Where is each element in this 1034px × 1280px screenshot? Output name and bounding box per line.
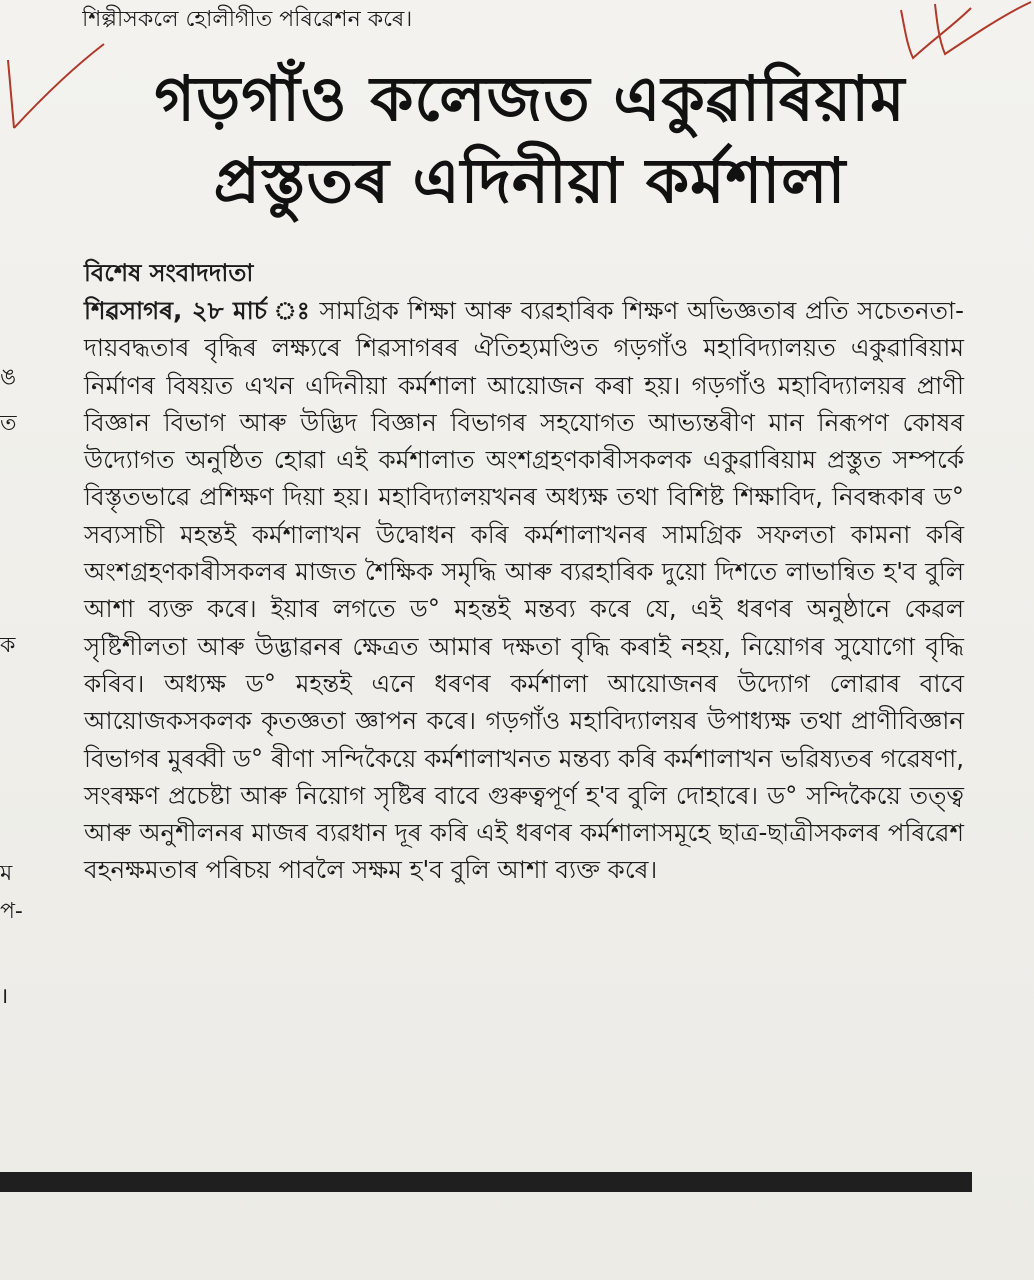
fragment-1: ঙ [0, 365, 17, 390]
fragment-4: ম [0, 861, 13, 886]
fragment-3: ক [0, 633, 16, 658]
bottom-rule [0, 1172, 972, 1192]
fragment-2: ত [0, 411, 17, 436]
headline-line-2: প্ৰস্তুতৰ এদিনীয়া কৰ্মশালা [213, 144, 847, 217]
headline [80, 58, 980, 222]
previous-article-tail: শিল্পীসকলে হোলীগীত পৰিৱেশন কৰে। [82, 7, 413, 32]
fragment-5: প- [0, 899, 23, 924]
article-body [84, 292, 964, 889]
article-body-text: সামগ্ৰিক শিক্ষা আৰু ব্যৱহাৰিক শিক্ষণ অভিজ্ঞতাৰ প্ৰতি সচেতনতা-দায়বদ্ধতাৰ বৃদ্ধিৰ লক্ষ্যৰে শিৱসাগৰৰ ঐতিহ্যমণ্ডিত গড়গাঁও মহাবিদ্যালয়ত একুৱাৰিয়াম নিৰ্মাণৰ বিষয়ত এখন এদিনীয়া কৰ্মশালা আয়োজন কৰা হয়। গড়গাঁও মহাবিদ্যালয়ৰ প্ৰাণী বিজ্ঞান বিভাগ আৰু উদ্ভিদ বিজ্ঞান বিভাগৰ সহযোগত আভ্যন্তৰীণ মান নিৰূপণ কোষৰ উদ্যোগত অনুষ্ঠিত হোৱা এই কৰ্মশালাত অংশগ্ৰহণকাৰীসকলক একুৱাৰিয়াম প্ৰস্তুত সম্পৰ্কে বিস্তৃতভাৱে প্ৰশিক্ষণ দিয়া হয়। মহাবিদ্যালয়খনৰ অধ্যক্ষ তথা বিশিষ্ট শিক্ষাবিদ, নিবন্ধকাৰ ড° সব্যসাচী মহন্তই কৰ্মশালাখন উদ্বোধন কৰি কৰ্মশালাখনৰ সামগ্ৰিক সফলতা কামনা কৰি অংশগ্ৰহণকাৰীসকলৰ মাজত শৈক্ষিক সমৃদ্ধি আৰু ব্যৱহাৰিক দুয়ো দিশতে লাভান্বিত হ'ব বুলি আশা ব্যক্ত কৰে। ইয়াৰ লগতে ড° মহন্তই মন্তব্য কৰে যে, এই ধৰণৰ অনুষ্ঠানে কেৱল সৃষ্টিশীলতা আৰু উদ্ভাৱনৰ ক্ষেত্ৰত আমাৰ দক্ষতা বৃদ্ধি কৰাই নহয়, নিয়োগৰ সুযোগো বৃদ্ধি কৰিব। অধ্যক্ষ ড° মহন্তই এনে ধৰণৰ কৰ্মশালা আয়োজনৰ উদ্যোগ লোৱাৰ বাবে আয়োজকসকলক কৃতজ্ঞতা জ্ঞাপন কৰে। গড়গাঁও মহাবিদ্যালয়ৰ উপাধ্যক্ষ তথা প্ৰাণীবিজ্ঞান বিভাগৰ মুৰব্বী ড° ৰীণা সন্দিকৈয়ে কৰ্মশালাখনত মন্তব্য কৰি কৰ্মশালাখন ভৱিষ্যতৰ গৱেষণা, সংৰক্ষণ প্ৰচেষ্টা আৰু নিয়োগ সৃষ্টিৰ বাবে গুৰুত্বপূৰ্ণ হ'ব বুলি দোহাৰে। ড° সন্দিকৈয়ে তত্ত্ব আৰু অনুশীলনৰ মাজৰ ব্যৱধান দূৰ কৰি এই ধৰণৰ কৰ্মশালাসমূহে ছাত্ৰ-ছাত্ৰীসকলৰ পৰিৱেশ বহনক্ষমতাৰ পৰিচয় পাবলৈ সক্ষম হ'ব বুলি আশা ব্যক্ত কৰে। [84, 296, 964, 885]
byline: বিশেষ সংবাদদাতা [84, 259, 254, 287]
dateline: শিৱসাগৰ, ২৮ মাৰ্চ ঃ [84, 296, 311, 325]
fragment-6: । [0, 984, 9, 1009]
headline-line-1: গড়গাঁও কলেজত একুৱাৰিয়াম [154, 62, 906, 135]
